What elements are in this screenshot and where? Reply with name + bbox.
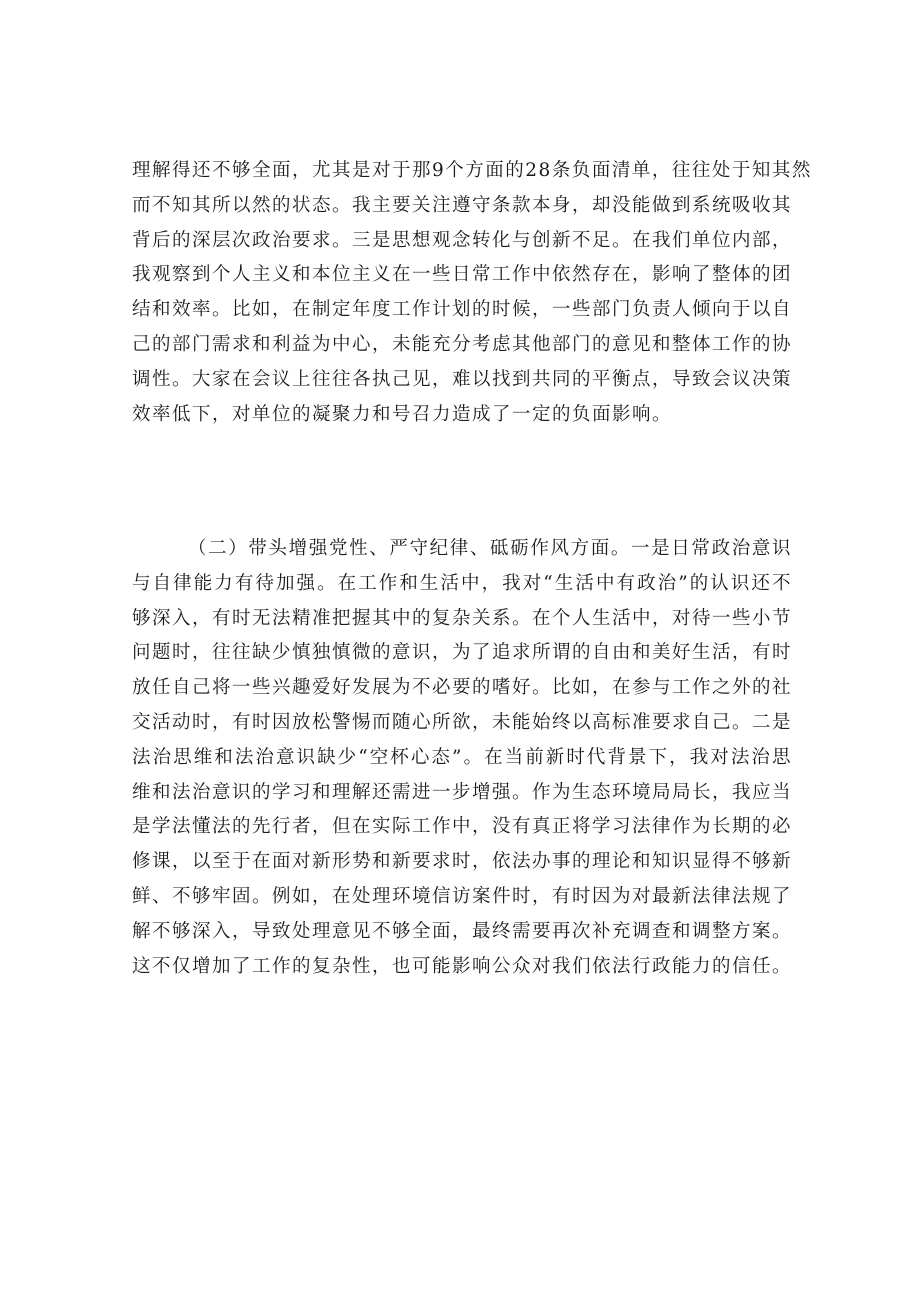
text-line: 调性。大家在会议上往往各执己见，难以找到共同的平衡点，导致会议决策 bbox=[132, 368, 793, 390]
text-line: 己的部门需求和利益为中心，未能充分考虑其他部门的意见和整体工作的协 bbox=[132, 333, 793, 355]
text-line: 是学法懂法的先行者，但在实际工作中，没有真正将学习法律作为长期的必 bbox=[132, 816, 793, 838]
text-line: 交活动时，有时因放松警惕而随心所欲，未能始终以高标准要求自己。二是 bbox=[132, 711, 793, 733]
text-line: 修课，以至于在面对新形势和新要求时，依法办事的理论和知识显得不够新 bbox=[132, 851, 793, 873]
text-line: 鲜、不够牢固。例如，在处理环境信访案件时，有时因为对最新法律法规了 bbox=[132, 885, 793, 907]
paragraph-party-discipline bbox=[132, 532, 792, 984]
text-line: 问题时，往往缺少慎独慎微的意识，为了追求所谓的自由和美好生活，有时 bbox=[132, 642, 793, 664]
text-line: 维和法治意识的学习和理解还需进一步增强。作为生态环境局局长，我应当 bbox=[132, 781, 793, 803]
section-heading-line: （二）带头增强党性、严守纪律、砥砺作风方面。一是日常政治意识 bbox=[188, 538, 792, 559]
text-line: 背后的深层次政治要求。三是思想观念转化与创新不足。在我们单位内部， bbox=[132, 229, 793, 251]
text-line: 放任自己将一些兴趣爱好发展为不必要的嗜好。比如，在参与工作之外的社 bbox=[132, 677, 793, 699]
paragraph-negative-list bbox=[132, 154, 812, 432]
text-line: 法治思维和法治意识缺少“空杯心态”。在当前新时代背景下，我对法治思 bbox=[132, 746, 792, 768]
text-line: 而不知其所以然的状态。我主要关注遵守条款本身，却没能做到系统吸收其 bbox=[132, 194, 793, 216]
text-line: 与自律能力有待加强。在工作和生活中，我对“生活中有政治”的认识还不 bbox=[132, 572, 792, 594]
text-line: 理解得还不够全面，尤其是对于那9个方面的28条负面清单，往往处于知其然 bbox=[132, 160, 812, 181]
text-line: 这不仅增加了工作的复杂性，也可能影响公众对我们依法行政能力的信任。 bbox=[132, 955, 793, 977]
text-line: 解不够深入，导致处理意见不够全面，最终需要再次补充调查和调整方案。 bbox=[132, 920, 793, 942]
text-line: 我观察到个人主义和本位主义在一些日常工作中依然存在，影响了整体的团 bbox=[132, 264, 793, 286]
text-line: 结和效率。比如，在制定年度工作计划的时候，一些部门负责人倾向于以自 bbox=[132, 299, 793, 321]
text-line: 效率低下，对单位的凝聚力和号召力造成了一定的负面影响。 bbox=[132, 403, 673, 425]
text-line: 够深入，有时无法精准把握其中的复杂关系。在个人生活中，对待一些小节 bbox=[132, 607, 793, 629]
